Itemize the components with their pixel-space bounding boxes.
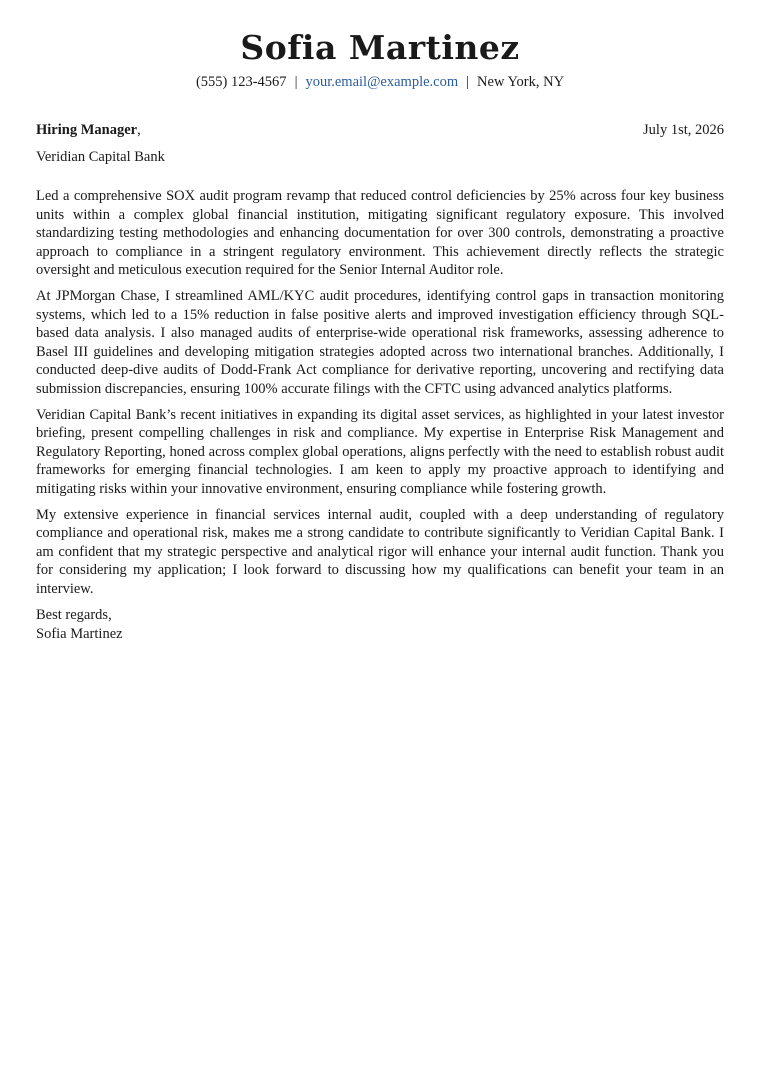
separator: |: [466, 74, 470, 90]
letter-body: [36, 187, 724, 598]
closing-salutation: Best regards,: [36, 607, 112, 624]
signature: Sofia Martinez: [36, 626, 123, 643]
recipient-name-suffix: ,: [137, 122, 141, 138]
recipient-line: [36, 120, 141, 140]
recipient-date-row: [36, 120, 724, 140]
recipient-name: Hiring Manager: [36, 122, 138, 138]
cover-letter: [36, 28, 724, 644]
separator: |: [294, 74, 298, 90]
paragraph: Veridian Capital Bank’s recent initiatives in expanding its digital asset services, as highlighted in your latest investor briefing, present compelling challenges in risk and compliance. My expertise in Enterprise Risk Management and Regulatory Reporting, honed across complex global operations, aligns perfectly with the need to establish robust audit frameworks for emerging financial technologies. I am keen to apply my proactive approach to identifying and mitigating risks within your innovative environment, ensuring compliance while fostering growth.: [36, 406, 724, 497]
recipient-company: Veridian Capital Bank: [36, 149, 165, 165]
contact-line: [36, 72, 724, 92]
applicant-name: Sofia Martinez: [240, 28, 520, 67]
email-link[interactable]: your.email@example.com: [305, 74, 459, 90]
paragraph: Led a comprehensive SOX audit program revamp that reduced control deficiencies by 25% across four key business units within a complex global financial institution, mitigating significant regulatory exposure. This involved standardizing testing methodologies and enhancing documentation for over 300 controls, demonstrating a proactive approach to compliance in a stringent regulatory environment. This achievement directly reflects the strategic oversight and meticulous execution required for the Senior Internal Auditor role.: [36, 188, 724, 279]
phone-number: (555) 123-4567: [195, 74, 287, 90]
letter-date: July 1st, 2026: [643, 122, 724, 138]
paragraph: At JPMorgan Chase, I streamlined AML/KYC audit procedures, identifying control gaps in transaction monitoring systems, which led to a 15% reduction in false positive alerts and improved investigation efficiency through SQL-based data analysis. I also managed audits of enterprise-wide operational risk frameworks, assessing adherence to Basel III guidelines and developing mitigation strategies adopted across two international branches. Additionally, I conducted deep-dive audits of Dodd-Frank Act compliance for derivative reporting, uncovering and rectifying data submission discrepancies, ensuring 100% accurate filings with the CFTC using advanced analytics platforms.: [36, 287, 724, 397]
paragraph: My extensive experience in financial services internal audit, coupled with a deep understanding of regulatory compliance and operational risk, makes me a strong candidate to contribute significantly to Veridian Capital Bank. I am confident that my strategic perspective and analytical rigor will enhance your internal audit function. Thank you for considering my application; I look forward to discussing how my qualifications can benefit your team in an interview.: [36, 506, 724, 597]
closing-block: [36, 606, 724, 644]
location: New York, NY: [477, 74, 565, 90]
